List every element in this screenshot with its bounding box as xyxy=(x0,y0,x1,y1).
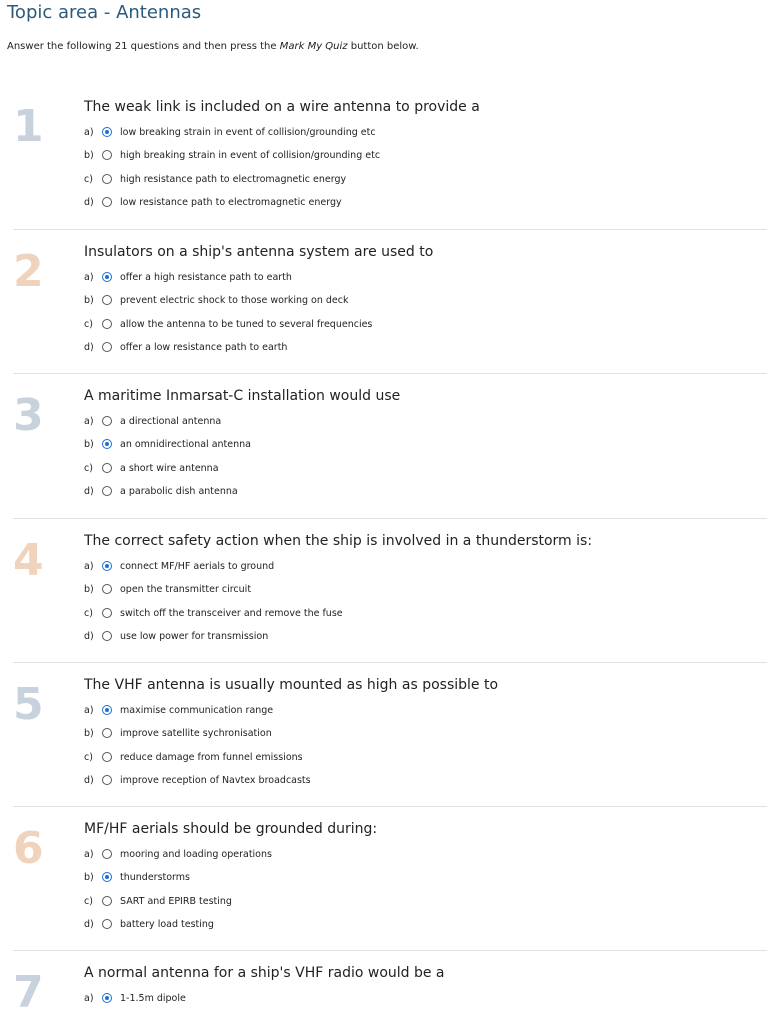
radio-button[interactable] xyxy=(102,416,112,426)
option-label: battery load testing xyxy=(120,918,214,930)
option-label: a directional antenna xyxy=(120,415,222,427)
radio-button-selected[interactable] xyxy=(102,272,112,282)
question-number: 2 xyxy=(13,246,44,297)
option-label: allow the antenna to be tuned to several frequencies xyxy=(120,318,373,330)
option-label: mooring and loading operations xyxy=(120,848,272,860)
radio-button[interactable] xyxy=(102,584,112,594)
option-letter: c) xyxy=(84,318,93,330)
option-letter: a) xyxy=(84,704,94,716)
answer-option[interactable] xyxy=(84,147,380,163)
answer-option[interactable] xyxy=(84,725,272,741)
answer-option[interactable] xyxy=(84,124,376,140)
option-label: 1-1.5m dipole xyxy=(120,992,186,1004)
radio-button[interactable] xyxy=(102,631,112,641)
answer-option[interactable] xyxy=(84,893,232,909)
option-letter: a) xyxy=(84,992,94,1004)
radio-button[interactable] xyxy=(102,849,112,859)
answer-option[interactable] xyxy=(84,316,372,332)
radio-button[interactable] xyxy=(102,463,112,473)
question-number: 3 xyxy=(13,390,44,441)
answer-option[interactable] xyxy=(84,990,186,1006)
option-label: improve reception of Navtex broadcasts xyxy=(120,774,311,786)
question-text: The correct safety action when the ship is involved in a thunderstorm is: xyxy=(84,533,593,549)
answer-option[interactable] xyxy=(84,702,273,718)
answer-option[interactable] xyxy=(84,628,268,644)
radio-button[interactable] xyxy=(102,919,112,929)
option-letter: b) xyxy=(84,583,94,595)
radio-button-selected[interactable] xyxy=(102,127,112,137)
answer-option[interactable] xyxy=(84,292,348,308)
question-number: 1 xyxy=(13,101,44,152)
option-letter: a) xyxy=(84,848,94,860)
answer-option[interactable] xyxy=(84,581,251,597)
question-text: Insulators on a ship's antenna system are used to xyxy=(84,244,434,260)
radio-button-selected[interactable] xyxy=(102,439,112,449)
option-label: low breaking strain in event of collision/grounding etc xyxy=(120,126,376,138)
option-letter: a) xyxy=(84,560,94,572)
option-letter: d) xyxy=(84,341,94,353)
question-text: MF/HF aerials should be grounded during: xyxy=(84,821,378,837)
radio-button[interactable] xyxy=(102,775,112,785)
option-letter: b) xyxy=(84,294,94,306)
page-title: Topic area - Antennas xyxy=(7,2,202,23)
option-label: high breaking strain in event of collision/grounding etc xyxy=(120,149,381,161)
question-text: A normal antenna for a ship's VHF radio would be a xyxy=(84,965,445,981)
option-label: offer a low resistance path to earth xyxy=(120,341,288,353)
answer-option[interactable] xyxy=(84,483,238,499)
option-label: prevent electric shock to those working on deck xyxy=(120,294,349,306)
option-letter: c) xyxy=(84,173,93,185)
answer-option[interactable] xyxy=(84,916,214,932)
option-letter: d) xyxy=(84,485,94,497)
intro-text-before: Answer the following 21 questions and then press the xyxy=(7,41,280,52)
option-letter: a) xyxy=(84,126,94,138)
question-number: 5 xyxy=(13,679,44,730)
radio-button[interactable] xyxy=(102,319,112,329)
question-divider xyxy=(13,662,767,663)
option-label: a parabolic dish antenna xyxy=(120,485,238,497)
option-letter: b) xyxy=(84,727,94,739)
option-label: maximise communication range xyxy=(120,704,274,716)
radio-button-selected[interactable] xyxy=(102,705,112,715)
answer-option[interactable] xyxy=(84,869,190,885)
intro-text-after: button below. xyxy=(347,41,419,52)
answer-option[interactable] xyxy=(84,605,343,621)
option-label: reduce damage from funnel emissions xyxy=(120,751,303,763)
radio-button-selected[interactable] xyxy=(102,993,112,1003)
option-letter: d) xyxy=(84,196,94,208)
answer-option[interactable] xyxy=(84,772,311,788)
option-letter: c) xyxy=(84,751,93,763)
answer-option[interactable] xyxy=(84,194,342,210)
question-number: 4 xyxy=(13,535,44,586)
option-label: offer a high resistance path to earth xyxy=(120,271,292,283)
option-label: SART and EPIRB testing xyxy=(120,895,232,907)
option-label: connect MF/HF aerials to ground xyxy=(120,560,275,572)
answer-option[interactable] xyxy=(84,846,272,862)
radio-button[interactable] xyxy=(102,197,112,207)
option-letter: c) xyxy=(84,607,93,619)
radio-button[interactable] xyxy=(102,752,112,762)
answer-option[interactable] xyxy=(84,436,251,452)
option-label: use low power for transmission xyxy=(120,630,269,642)
option-letter: c) xyxy=(84,895,93,907)
radio-button[interactable] xyxy=(102,896,112,906)
question-divider xyxy=(13,373,767,374)
option-label: open the transmitter circuit xyxy=(120,583,252,595)
question-text: A maritime Inmarsat-C installation would use xyxy=(84,388,401,404)
answer-option[interactable] xyxy=(84,269,292,285)
radio-button[interactable] xyxy=(102,150,112,160)
radio-button-selected[interactable] xyxy=(102,872,112,882)
question-divider xyxy=(13,518,767,519)
radio-button[interactable] xyxy=(102,295,112,305)
intro-text xyxy=(7,41,419,52)
option-label: switch off the transceiver and remove the fuse xyxy=(120,607,343,619)
question-text: The VHF antenna is usually mounted as high as possible to xyxy=(84,677,499,693)
question-number: 7 xyxy=(13,967,44,1018)
question-divider xyxy=(13,806,767,807)
option-label: a short wire antenna xyxy=(120,462,219,474)
radio-button[interactable] xyxy=(102,342,112,352)
radio-button-selected[interactable] xyxy=(102,561,112,571)
question-divider xyxy=(13,229,767,230)
question-number: 6 xyxy=(13,823,44,874)
option-letter: d) xyxy=(84,630,94,642)
option-letter: b) xyxy=(84,438,94,450)
option-letter: b) xyxy=(84,871,94,883)
option-label: improve satellite sychronisation xyxy=(120,727,272,739)
option-label: thunderstorms xyxy=(120,871,190,883)
answer-option[interactable] xyxy=(84,749,303,765)
option-letter: d) xyxy=(84,918,94,930)
option-letter: a) xyxy=(84,271,94,283)
radio-button[interactable] xyxy=(102,728,112,738)
question-divider xyxy=(13,950,767,951)
option-label: an omnidirectional antenna xyxy=(120,438,251,450)
option-label: low resistance path to electromagnetic energy xyxy=(120,196,342,208)
answer-option[interactable] xyxy=(84,460,219,476)
option-letter: a) xyxy=(84,415,94,427)
option-letter: c) xyxy=(84,462,93,474)
radio-button[interactable] xyxy=(102,608,112,618)
option-letter: d) xyxy=(84,774,94,786)
question-text: The weak link is included on a wire antenna to provide a xyxy=(84,99,480,115)
answer-option[interactable] xyxy=(84,558,274,574)
radio-button[interactable] xyxy=(102,486,112,496)
option-letter: b) xyxy=(84,149,94,161)
intro-button-name: Mark My Quiz xyxy=(279,41,348,52)
answer-option[interactable] xyxy=(84,413,221,429)
answer-option[interactable] xyxy=(84,171,346,187)
answer-option[interactable] xyxy=(84,339,287,355)
radio-button[interactable] xyxy=(102,174,112,184)
option-label: high resistance path to electromagnetic energy xyxy=(120,173,347,185)
